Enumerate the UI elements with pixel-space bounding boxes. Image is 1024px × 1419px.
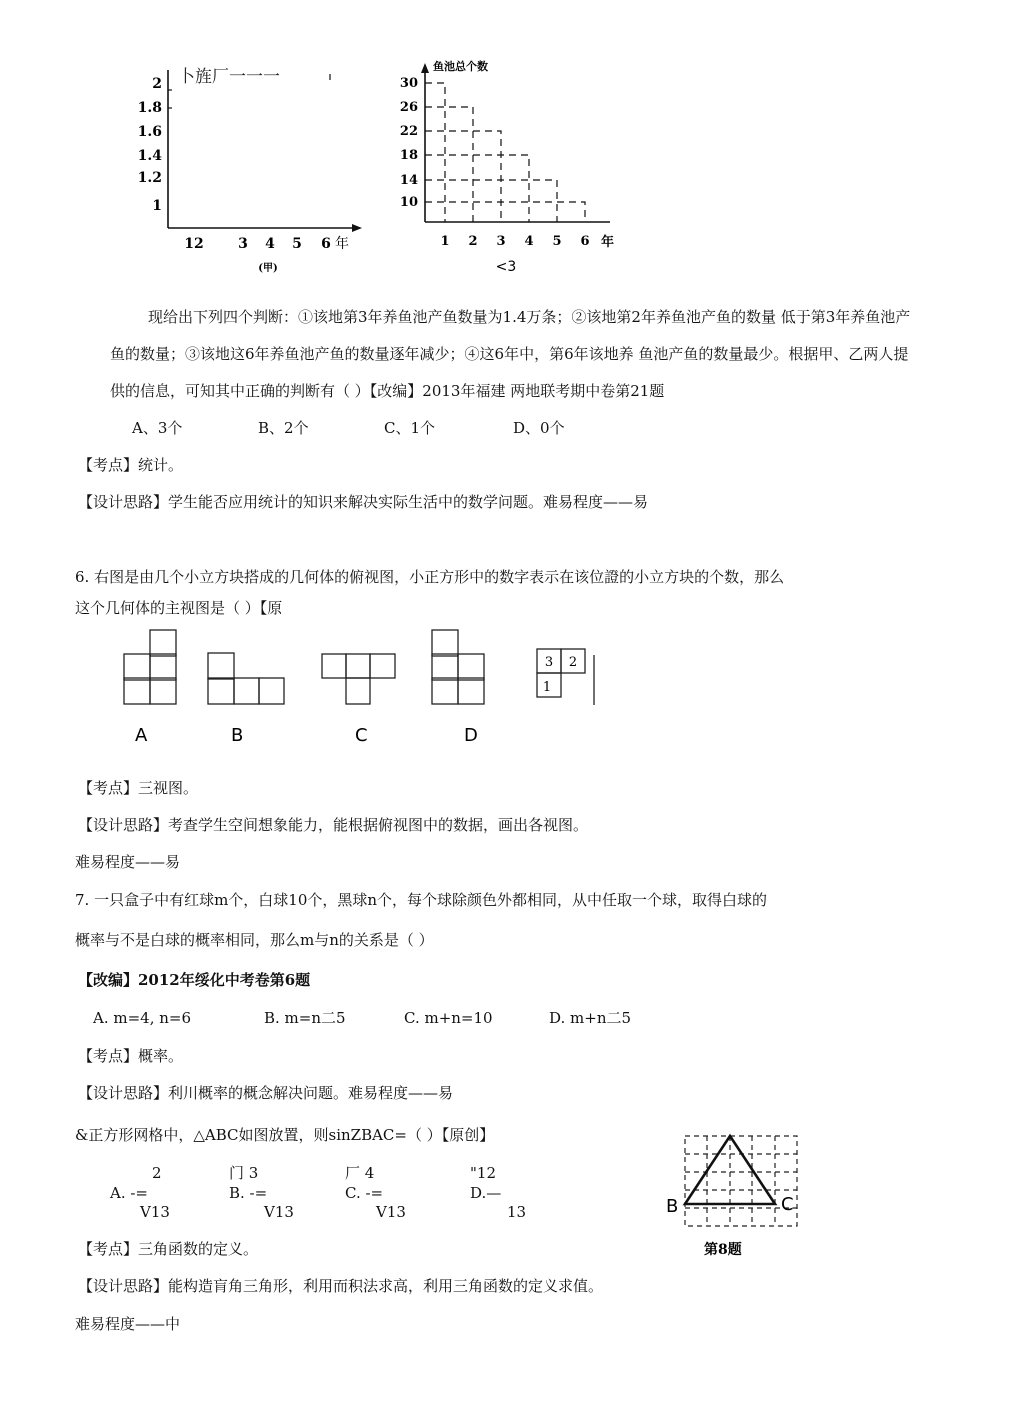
q5-option-b: B、2个 xyxy=(258,419,309,437)
chart-jia-y-tick: 1.8 xyxy=(137,100,162,116)
q8-sheji: 【设计思路】能构造肓角三角形，利用而积法求高，利用三角函数的定义求值。 xyxy=(78,1277,604,1295)
chart-jia-x-tick: 12 xyxy=(184,236,204,252)
chart-yi-y-tick: 22 xyxy=(399,124,418,139)
chart-yi-y-tick: 26 xyxy=(399,100,418,115)
chart-yi-bar-2 xyxy=(425,107,473,222)
q6-sheji: 【设计思路】考查学生空间想象能力，能根据俯视图中的数据，画出各视图。 xyxy=(78,816,589,834)
q7-option-a: A. m=4, n=6 xyxy=(93,1009,192,1027)
q7-option-b: B. m=n二5 xyxy=(264,1009,346,1027)
chart-yi-x-tick: 4 xyxy=(524,234,534,249)
q7-sheji: 【设计思路】利川概率的概念解决问题。难易程度——易 xyxy=(78,1084,454,1102)
q8-figure xyxy=(660,1130,810,1260)
q6-figure-d xyxy=(432,630,484,704)
q5-line-1: 现给出下列四个判断：①该地第3年养鱼池产鱼数量为1.4万条；②该地第2年养鱼池产鱼的数量 低于第3年养鱼池产 xyxy=(148,308,911,326)
q8-option-d-mid: D.— xyxy=(470,1184,502,1202)
chart-jia-top-label: 卜旌厂一一一 xyxy=(178,67,280,87)
chart-yi-bar-1 xyxy=(425,83,445,222)
q6-line-2: 这个几何体的主视图是（ ）【原 xyxy=(75,599,283,617)
chart-jia-x-tick: 3 xyxy=(238,236,248,252)
chart-yi-x-unit: 年 xyxy=(601,235,615,250)
q7-option-c: C. m+n=10 xyxy=(404,1009,493,1027)
chart-jia-y-tick: 1.6 xyxy=(137,124,162,140)
q8-option-a-top: 2 xyxy=(152,1164,162,1182)
q5-option-a: A、3个 xyxy=(132,419,183,437)
q7-kaodian: 【考点】概率。 xyxy=(78,1047,184,1065)
q6-top-view-number: 1 xyxy=(542,680,552,695)
chart-yi-title: 鱼池总个数 xyxy=(433,60,488,73)
q8-option-c-top: 厂 4 xyxy=(345,1164,375,1182)
chart-jia-x-tick: 6 xyxy=(321,236,331,252)
chart-yi-bar-6 xyxy=(425,202,585,222)
q6-figure-a xyxy=(124,630,176,704)
chart-jia-x-tick: 5 xyxy=(292,236,302,252)
chart-yi-y-tick: 18 xyxy=(399,148,418,163)
q5-option-c: C、1个 xyxy=(384,419,436,437)
q8-option-b-bottom: V13 xyxy=(264,1203,294,1221)
q5-kaodian: 【考点】统计。 xyxy=(78,456,184,474)
q6-difficulty: 难易程度——易 xyxy=(75,853,181,871)
q7-option-d: D. m+n二5 xyxy=(549,1009,632,1027)
chart-yi-dashed-bars xyxy=(425,83,585,222)
chart-jia-x-unit: 年 xyxy=(335,236,349,252)
q6-option-label-b: B xyxy=(231,725,244,746)
q8-option-b-mid: B. -= xyxy=(229,1184,268,1202)
q5-line-2: 鱼的数量；③该地这6年养鱼池产鱼的数量逐年减少；④这6年中，第6年该地养 鱼池产鱼的数量最少。根据甲、乙两人提 xyxy=(110,345,909,363)
chart-yi-y-arrow xyxy=(421,63,429,73)
q8-label-c: C xyxy=(781,1194,794,1215)
chart-yi-x-tick: 6 xyxy=(580,234,590,249)
chart-yi-bar-3 xyxy=(425,131,501,222)
chart-jia-caption: (甲) xyxy=(258,263,278,274)
q8-option-a-mid: A. -= xyxy=(110,1184,149,1202)
chart-jia-y-tick: 1.4 xyxy=(137,148,162,164)
q7-source: 【改编】2012年绥化中考卷第6题 xyxy=(78,971,311,989)
q5-option-d: D、0个 xyxy=(513,419,565,437)
q8-option-a-bottom: V13 xyxy=(140,1203,170,1221)
q7-line-2: 概率与不是白球的概率相同，那么m与n的关系是（ ） xyxy=(75,931,434,949)
chart-yi-x-tick: 5 xyxy=(552,234,562,249)
q5-sheji: 【设计思路】学生能否应用统计的知识来解决实际生活中的数学问题。难易程度——易 xyxy=(78,493,649,511)
chart-yi-y-tick: 30 xyxy=(399,76,418,91)
chart-jia-y-tick: 1 xyxy=(152,198,162,214)
chart-jia-y-tick: 1.2 xyxy=(137,170,162,186)
q8-kaodian: 【考点】三角函数的定义。 xyxy=(78,1240,259,1258)
chart-yi-x-tick: 3 xyxy=(496,234,506,249)
q6-figure-b xyxy=(208,653,284,704)
chart-jia-x-arrow xyxy=(352,224,362,232)
chart-jia xyxy=(130,60,390,290)
chart-yi-y-tick: 14 xyxy=(399,173,418,188)
q8-option-d-top: "12 xyxy=(470,1164,496,1182)
q5-line-3: 供的信息，可知其中正确的判断有（ ）【改编】2013年福建 两地联考期中卷第21题 xyxy=(110,382,665,400)
q6-top-view-number: 2 xyxy=(568,655,578,670)
chart-jia-x-tick: 4 xyxy=(265,236,275,252)
chart-yi-x-tick: 2 xyxy=(468,234,478,249)
q6-figure-c xyxy=(322,654,395,704)
chart-yi-bar-4 xyxy=(425,155,529,222)
q8-option-c-bottom: V13 xyxy=(376,1203,406,1221)
q8-line-1: &正方形网格中，△ABC如图放置，则sinZBAC=（ ）【原创】 xyxy=(75,1126,495,1144)
chart-yi xyxy=(385,55,645,285)
chart-jia-y-tick: 2 xyxy=(152,76,162,92)
q8-label-b: B xyxy=(666,1196,679,1217)
q6-option-label-a: A xyxy=(135,725,148,746)
q6-kaodian: 【考点】三视图。 xyxy=(78,779,199,797)
chart-yi-caption: <3 xyxy=(495,259,517,275)
chart-yi-x-tick: 1 xyxy=(440,234,450,249)
q8-option-c-mid: C. -= xyxy=(345,1184,384,1202)
q8-option-b-top: 门 3 xyxy=(229,1164,259,1182)
q6-line-1: 6. 右图是由几个小立方块搭成的几何体的俯视图，小正方形中的数字表示在该位證的小立方块的个数，那么 xyxy=(75,568,785,586)
q6-option-label-d: D xyxy=(464,725,478,746)
q8-option-d-bottom: 13 xyxy=(507,1203,527,1221)
chart-yi-y-tick: 10 xyxy=(399,195,418,210)
q7-line-1: 7. 一只盒子中有红球m个，白球10个，黑球n个，每个球除颜色外都相同，从中任取一个球，取得白球的 xyxy=(75,891,768,909)
q8-figure-caption: 第8题 xyxy=(704,1242,742,1258)
q6-option-label-c: C xyxy=(355,725,368,746)
q6-top-view-number: 3 xyxy=(544,655,554,670)
q6-figures xyxy=(115,625,615,755)
q8-difficulty: 难易程度——中 xyxy=(75,1315,181,1333)
